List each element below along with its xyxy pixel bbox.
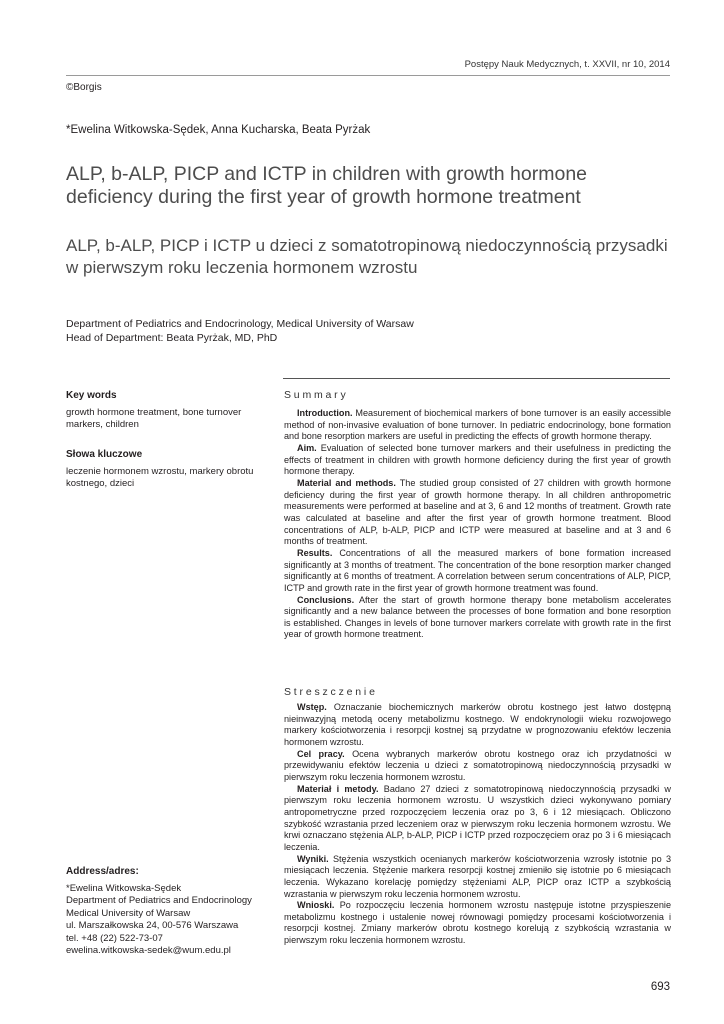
journal-citation: Postępy Nauk Medycznych, t. XXVII, nr 10, 2014 [464,59,670,70]
paragraph-label: Aim. [297,442,317,453]
address-line: tel. +48 (22) 522-73-07 [66,932,163,944]
paragraph-text: Po rozpoczęciu leczenia hormonem wzrostu następuje istotne przyspieszenie metabolizmu kostnego i ustalenie nowej równowagi pomiędzy procesami kościotworzenia i resorpcji kostnej. Zmiany markerów obrotu kostnego korelują z szybkością wzrastania w pierwszym roku leczenia hormonem wzrostu. [284,900,672,946]
summary-paragraph [284,548,671,595]
streszczenie-heading: Streszczenie [284,686,378,698]
abstract-divider [283,378,670,379]
header-divider [66,75,670,76]
paragraph-text: Oznaczanie biochemicznych markerów obrotu kostnego jest łatwo dostępną nieinwazyjną metodą oceny metabolizmu kostnego. W endokrynologii wieku rozwojowego markery kościotworzenia i resorpcji kostnej są przydatne w prognozowaniu efektów leczenia hormonem wzrostu. [284,702,671,747]
affiliation [66,318,666,345]
paragraph-label: Material and methods. [297,477,396,488]
paragraph-text: Measurement of biochemical markers of bone turnover is an easily accessible method of non-invasive evaluation of bone turnover. In pediatric endocrinology, bone formation and bone resorption markers are useful in predicting the effects of growth hormone therapy. [284,408,671,442]
paragraph-text: Ocena wybranych markerów obrotu kostnego oraz ich przydatności w przewidywaniu efektów leczenia u dzieci z somatotropinową niedoczynnością przysadki w pierwszym roku leczenia hormonem wzrostu. [284,748,672,782]
streszczenie-paragraph [284,784,671,854]
article-title-polish: ALP, b-ALP, PICP i ICTP u dzieci z somatotropinową niedoczynnością przysadki w pierwszym roku leczenia hormonem wzrostu [66,236,668,277]
address-line: *Ewelina Witkowska-Sędek [66,882,182,894]
address-heading: Address/adres: [66,866,139,877]
keywords-polish-heading: Słowa kluczowe [66,449,143,460]
keywords-polish-text: leczenie hormonem wzrostu, markery obrotu kostnego, dzieci [66,465,254,489]
paragraph-text: After the start of growth hormone therapy bone metabolism accelerates significantly and a new balance between the processes of bone formation and bone resorption is established. Changes in levels of bone turnover markers correlate with growth rate in the first year of growth hormone treatment. [284,594,671,640]
paragraph-text: Evaluation of selected bone turnover markers and their usefulness in predicting the effects of treatment in children with growth hormone deficiency during the first year of growth hormone therapy. [284,442,671,477]
streszczenie-paragraph [284,749,671,784]
address-email: ewelina.witkowska-sedek@wum.edu.pl [66,945,231,956]
summary-paragraph [284,408,671,443]
paragraph-label: Wyniki. [297,853,329,864]
article-title-english: ALP, b-ALP, PICP and ICTP in children with growth hormone deficiency during the first year of growth hormone treatment [66,163,588,208]
correspondence-address [66,866,266,958]
page-number: 693 [650,981,670,993]
summary-heading: Summary [284,389,349,401]
address-line: ul. Marszałkowska 24, 00-576 Warszawa [66,920,239,931]
author-list: *Ewelina Witkowska-Sędek, Anna Kucharska, Beata Pyrżak [66,124,371,136]
publisher-mark: ©Borgis [66,82,102,93]
streszczenie-paragraph [284,854,671,901]
streszczenie-abstract [284,702,671,947]
paragraph-label: Results. [297,547,333,558]
head-of-department: Head of Department: Beata Pyrżak, MD, PhD [66,331,278,344]
address-line: Medical University of Warsaw [66,907,191,919]
keywords-heading: Key words [66,390,117,401]
paragraph-label: Cel pracy. [297,748,345,759]
keywords-block [66,390,266,432]
summary-abstract [284,408,671,641]
paragraph-label: Materiał i metody. [297,783,379,794]
summary-paragraph [284,478,671,548]
address-line: Department of Pediatrics and Endocrinology [66,895,252,906]
paragraph-text: Concentrations of all the measured markers of bone formation increased significantly at 3 months of treatment. The concentration of the bone resorption marker changed significantly at 6 months of treatment. A correlation between serum concentrations of ALP, PICP, ICTP and growth rate in the first year of growth hormone treatment was found. [284,547,671,593]
paragraph-label: Conclusions. [297,594,355,605]
paragraph-text: Stężenia wszystkich ocenianych markerów kościotworzenia wzrosły istotnie po 3 miesiącach leczenia. Stężenie markera resorpcji kostnej zmieniło się istotnie po 6 miesiącach leczenia. Wykazano korelację pomiędzy stężeniami ALP, PICP oraz ICTP a szybkością wzrastania w pierwszym roku leczenia hormonem wzrostu. [284,853,671,899]
department-name: Department of Pediatrics and Endocrinology, Medical University of Warsaw [66,318,414,330]
paragraph-label: Wstęp. [297,702,327,712]
keywords-polish-block [66,449,266,491]
paragraph-text: Badano 27 dzieci z somatotropinową niedoczynnością przysadki w pierwszym roku leczenia hormonem wzrostu. U wszystkich dzieci wykonywano pomiary antropometryczne przed rozpoczęciem leczenia oraz po 3, 6 i 12 miesiącach. Obliczono szybkość wzrastania przed leczeniem oraz w pierwszym roku leczenia hormonem wzrostu. We krwi oznaczano stężenia ALP, b-ALP, PICP i ICTP przed rozpoczęciem oraz po 3 i 6 miesiącach leczenia. [284,783,671,852]
paragraph-text: The studied group consisted of 27 children with growth hormone deficiency during the first year of growth hormone therapy. In all children anthropometric measurements were performed at baseline and at 3, 6 and 12 months of treatment. Growth rate was calculated at baseline and after the first year of growth hormone treatment. Blood concentrations of ALP, b-ALP, PICP and ICTP were measured at baseline and at 3 and 6 months of treatment. [284,477,672,547]
summary-paragraph [284,443,671,478]
streszczenie-paragraph [284,702,671,749]
summary-paragraph [284,595,671,642]
keywords-text: growth hormone treatment, bone turnover markers, children [66,406,242,430]
paragraph-label: Introduction. [297,408,353,418]
paragraph-label: Wnioski. [297,900,335,911]
streszczenie-paragraph [284,900,671,947]
